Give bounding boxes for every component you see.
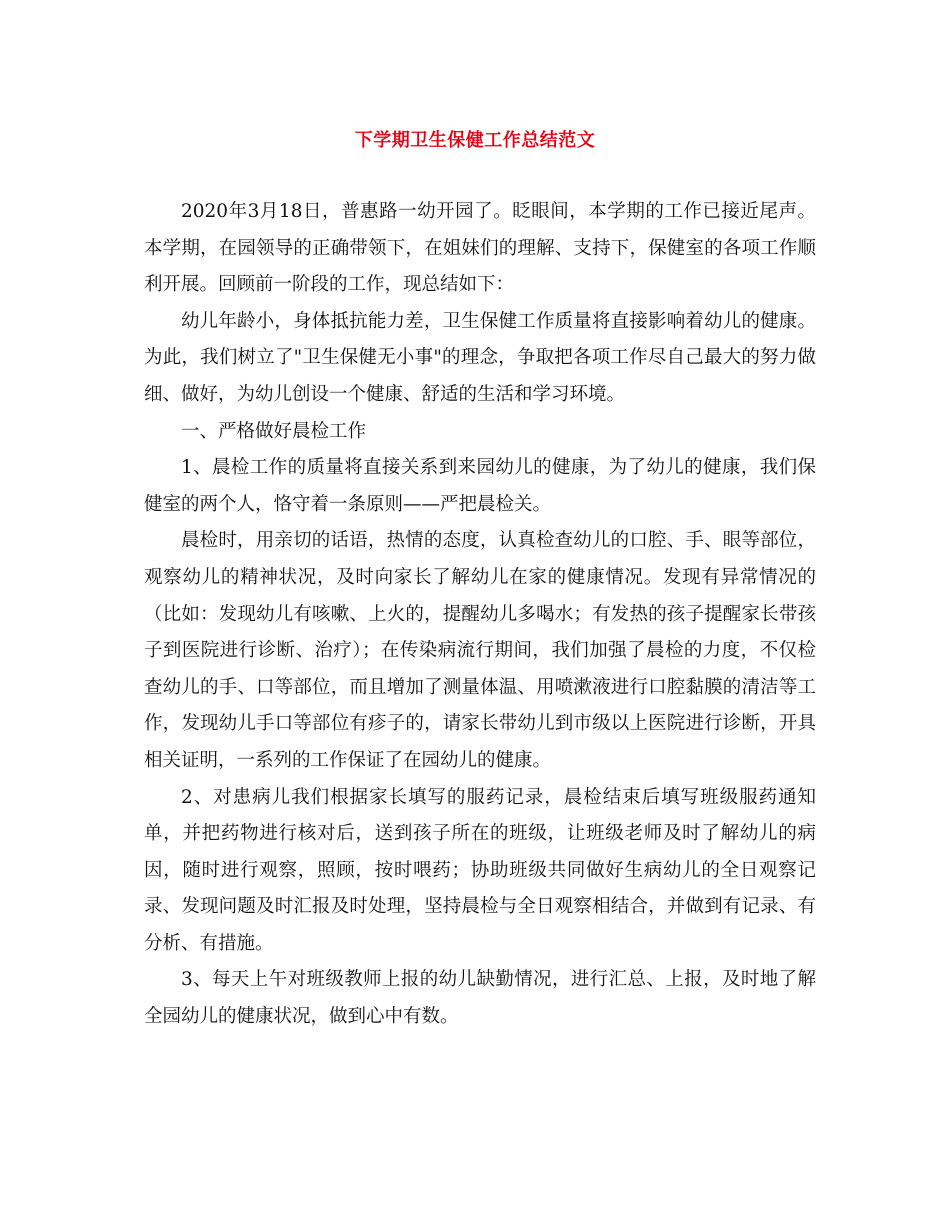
document-title: 下学期卫生保健工作总结范文 — [354, 130, 596, 151]
paragraph-intro: 2020年3月18日，普惠路一幼开园了。眨眼间，本学期的工作已接近尾声。本学期，在园领导的正确带领下，在姐妹们的理解、支持下，保健室的各项工作顺利开展。回顾前一阶段的工作，现总结如下： — [144, 201, 816, 296]
paragraph-morning-check-details: 晨检时，用亲切的话语，热情的态度，认真检查幼儿的口腔、手、眼等部位，观察幼儿的精神状况，及时向家长了解幼儿在家的健康情况。发现有异常情况的（比如：发现幼儿有咳嗽、上火的，提醒幼儿多喝水；有发热的孩子提醒家长带孩子到医院进行诊断、治疗）；在传染病流行期间，我们加强了晨检的力度，不仅检查幼儿的手、口等部位，而且增加了测量体温、用喷漱液进行口腔黏膜的清洁等工作，发现幼儿手口等部位有疹子的，请家长带幼儿到市级以上医院进行诊断，开具相关证明，一系列的工作保证了在园幼儿的健康。 — [144, 530, 816, 771]
paragraph-item-3: 3、每天上午对班级教师上报的幼儿缺勤情况，进行汇总、上报，及时地了解全园幼儿的健康状况，做到心中有数。 — [144, 969, 816, 1028]
paragraph-item-1: 1、晨检工作的质量将直接关系到来园幼儿的健康，为了幼儿的健康，我们保健室的两个人，恪守着一条原则——严把晨检关。 — [144, 457, 816, 515]
paragraph-philosophy: 幼儿年龄小，身体抵抗能力差，卫生保健工作质量将直接影响着幼儿的健康。为此，我们树立了"卫生保健无小事"的理念，争取把各项工作尽自己最大的努力做细、做好，为幼儿创设一个健康、舒适的生活和学习环境。 — [144, 310, 816, 405]
document-body — [144, 194, 816, 1036]
section-heading-morning-check: 一、严格做好晨检工作 — [181, 420, 367, 442]
paragraph-item-2: 2、对患病儿我们根据家长填写的服药记录，晨检结束后填写班级服药通知单，并把药物进行核对后，送到孩子所在的班级，让班级老师及时了解幼儿的病因，随时进行观察，照顾，按时喂药；协助班级共同做好生病幼儿的全日观察记录、发现问题及时汇报及时处理，坚持晨检与全日观察相结合，并做到有记录、有分析、有措施。 — [144, 786, 816, 954]
